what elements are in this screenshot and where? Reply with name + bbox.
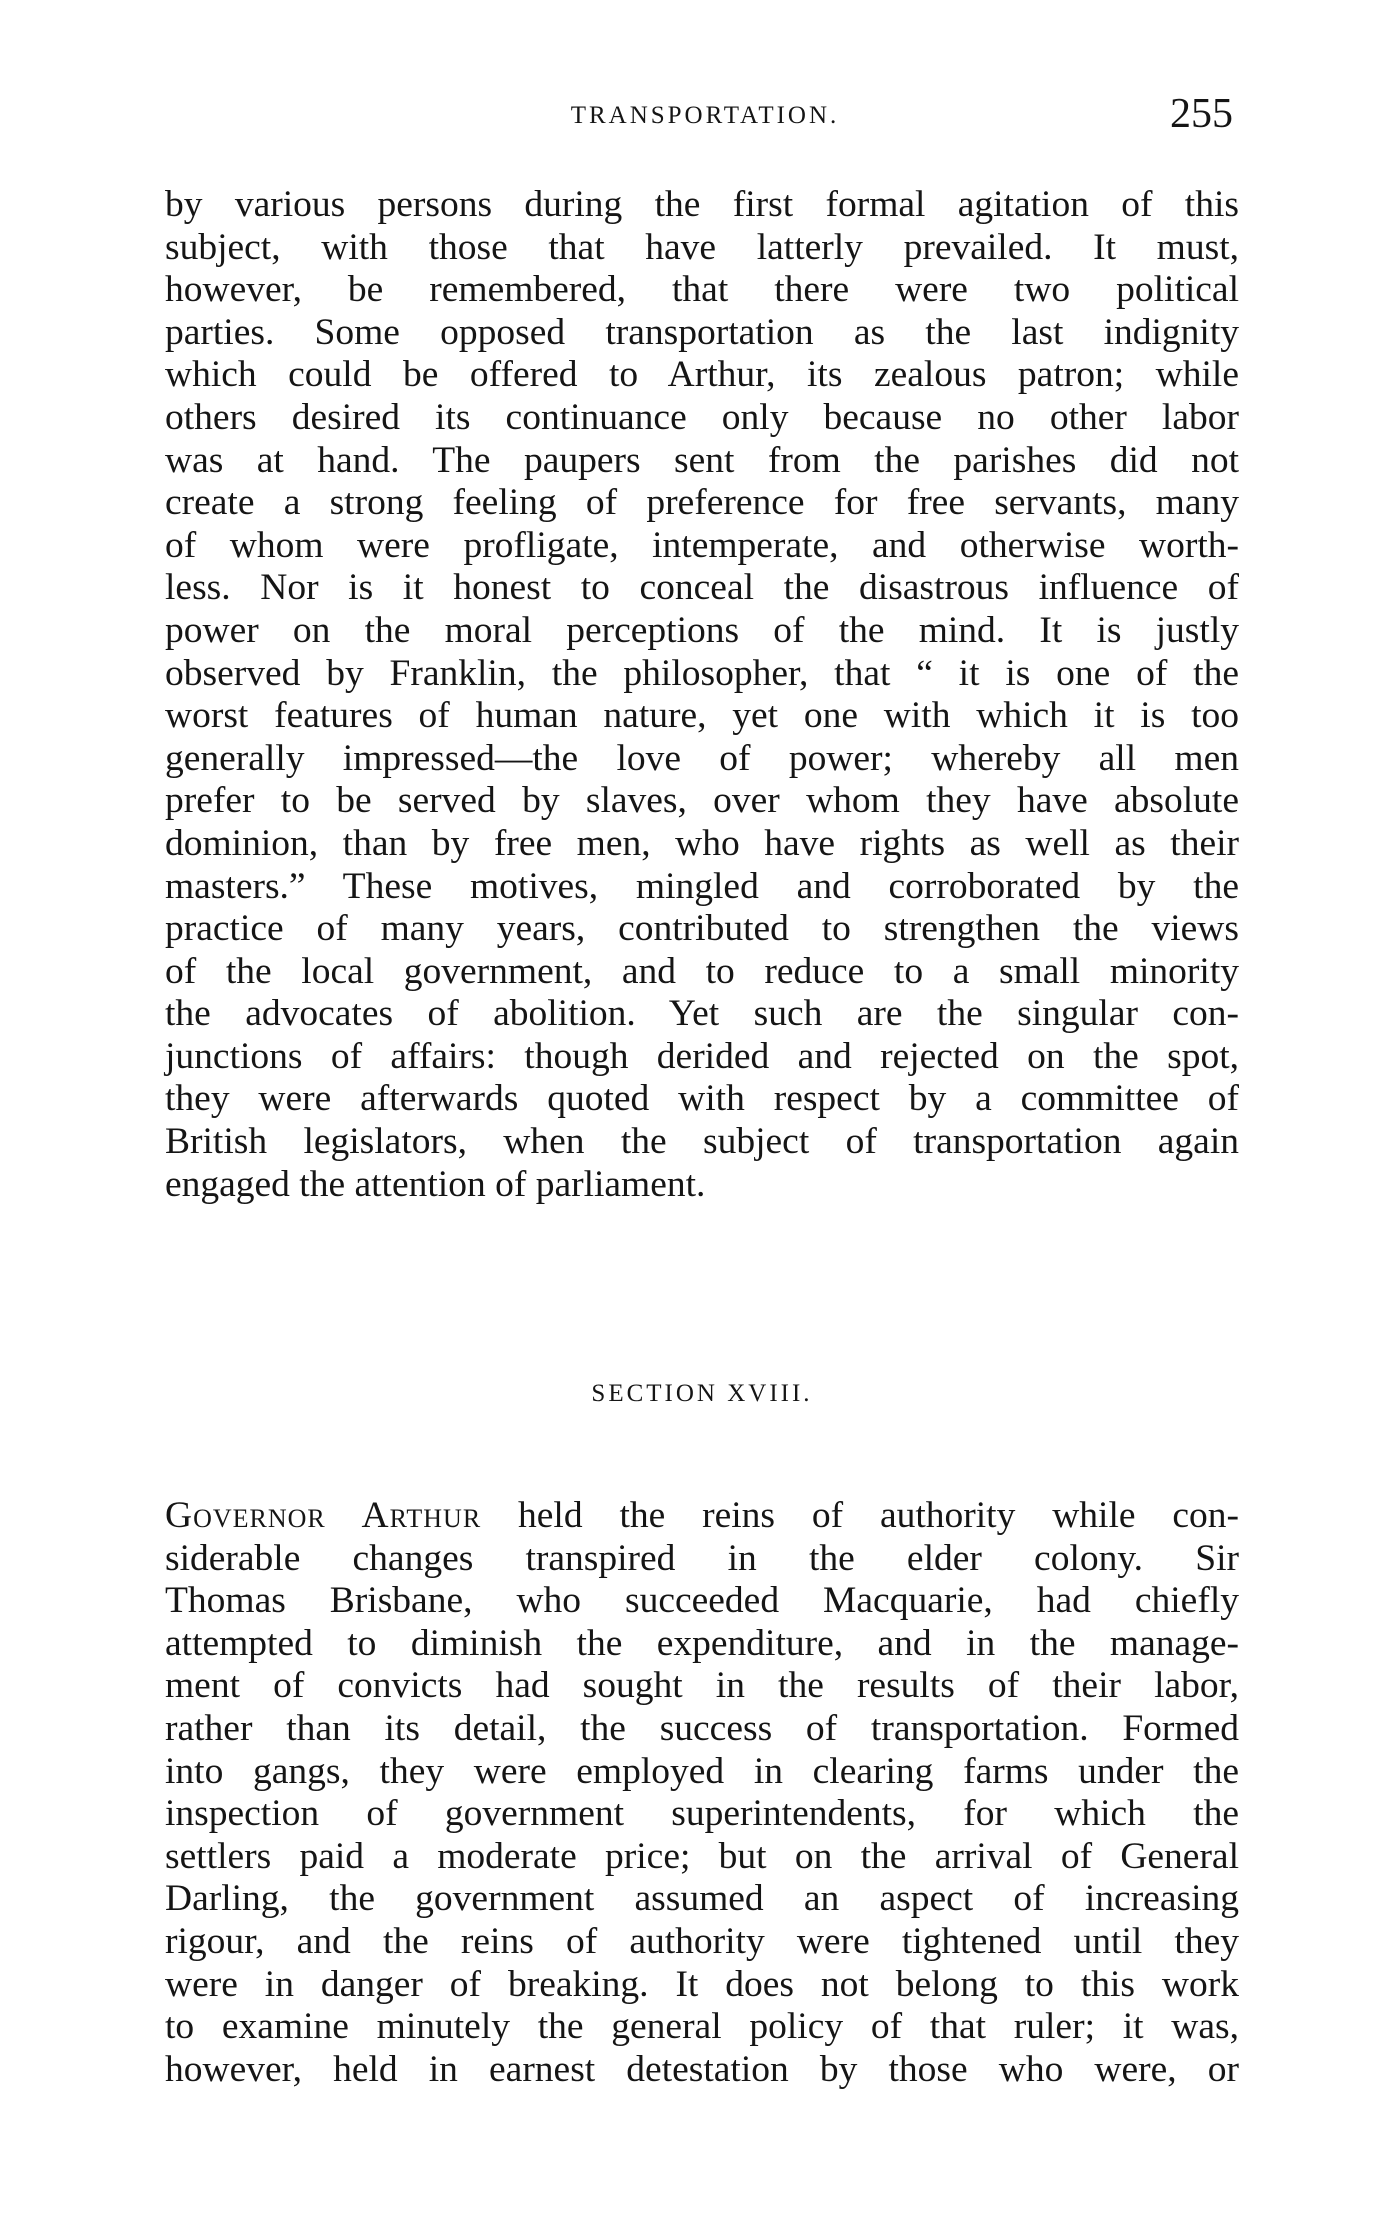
text-line: siderable changes transpired in the elder colony. Sir bbox=[165, 1537, 1239, 1579]
text-line: observed by Franklin, the philosopher, that “ it is one of the bbox=[165, 652, 1239, 694]
paragraph-1 bbox=[165, 184, 1239, 1206]
text-line bbox=[165, 1495, 1239, 1538]
text-line: of whom were profligate, intemperate, and otherwise worth- bbox=[165, 524, 1239, 566]
text-line: however, be remembered, that there were two political bbox=[165, 269, 1239, 311]
text-line: worst features of human nature, yet one with which it is too bbox=[165, 695, 1239, 737]
text-line: they were afterwards quoted with respect by a committee of bbox=[165, 1078, 1239, 1120]
running-title: TRANSPORTATION. bbox=[570, 102, 840, 129]
lead-in-name: Governor Arthur bbox=[165, 1495, 482, 1536]
text-line: subject, with those that have latterly prevailed. It must, bbox=[165, 226, 1239, 268]
text-line: British legislators, when the subject of transportation again bbox=[165, 1121, 1239, 1163]
text-line: by various persons during the first formal agitation of this bbox=[165, 184, 1239, 225]
text-line: the advocates of abolition. Yet such are the singular con- bbox=[165, 993, 1239, 1035]
text-line: junctions of affairs: though derided and rejected on the spot, bbox=[165, 1035, 1239, 1077]
text-line: less. Nor is it honest to conceal the disastrous influence of bbox=[165, 567, 1239, 609]
text-line: ment of convicts had sought in the results of their labor, bbox=[165, 1665, 1239, 1707]
text-line: masters.” These motives, mingled and corroborated by the bbox=[165, 865, 1239, 907]
text-line: however, held in earnest detestation by those who were, or bbox=[165, 2048, 1239, 2090]
text-line: rather than its detail, the success of transportation. Formed bbox=[165, 1707, 1239, 1749]
text-line: engaged the attention of parliament. bbox=[165, 1163, 706, 1205]
text-line: generally impressed—the love of power; whereby all men bbox=[165, 737, 1239, 779]
text-line: which could be offered to Arthur, its zealous patron; while bbox=[165, 354, 1239, 396]
text-line: into gangs, they were employed in clearing farms under the bbox=[165, 1750, 1239, 1792]
text-line: attempted to diminish the expenditure, and in the manage- bbox=[165, 1622, 1239, 1664]
text-line: Thomas Brisbane, who succeeded Macquarie, had chiefly bbox=[165, 1580, 1239, 1622]
paragraph-2 bbox=[165, 1495, 1239, 2091]
text-line: create a strong feeling of preference for free servants, many bbox=[165, 482, 1239, 524]
text-line: of the local government, and to reduce to a small minority bbox=[165, 950, 1239, 992]
text-line: dominion, than by free men, who have rights as well as their bbox=[165, 822, 1239, 864]
text-line: to examine minutely the general policy of that ruler; it was, bbox=[165, 2006, 1239, 2048]
text-line: power on the moral perceptions of the mind. It is justly bbox=[165, 609, 1239, 651]
text-line: rigour, and the reins of authority were tightened until they bbox=[165, 1920, 1239, 1962]
text-line: inspection of government superintendents, for which the bbox=[165, 1793, 1239, 1835]
text-line: practice of many years, contributed to strengthen the views bbox=[165, 908, 1239, 950]
running-head bbox=[165, 91, 1245, 146]
text-line: was at hand. The paupers sent from the parishes did not bbox=[165, 439, 1239, 481]
page-number: 255 bbox=[1170, 91, 1233, 137]
text-line: were in danger of breaking. It does not belong to this work bbox=[165, 1963, 1239, 2005]
section-heading: SECTION XVIII. bbox=[591, 1380, 813, 1407]
text-line: prefer to be served by slaves, over whom they have absolute bbox=[165, 780, 1239, 822]
text-line: parties. Some opposed transportation as the last indignity bbox=[165, 311, 1239, 353]
text-line: Darling, the government assumed an aspect of increasing bbox=[165, 1878, 1239, 1920]
first-line-rest: held the reins of authority while con- bbox=[481, 1495, 1240, 1536]
text-line: others desired its continuance only because no other labor bbox=[165, 396, 1239, 438]
text-line: settlers paid a moderate price; but on the arrival of General bbox=[165, 1835, 1239, 1877]
